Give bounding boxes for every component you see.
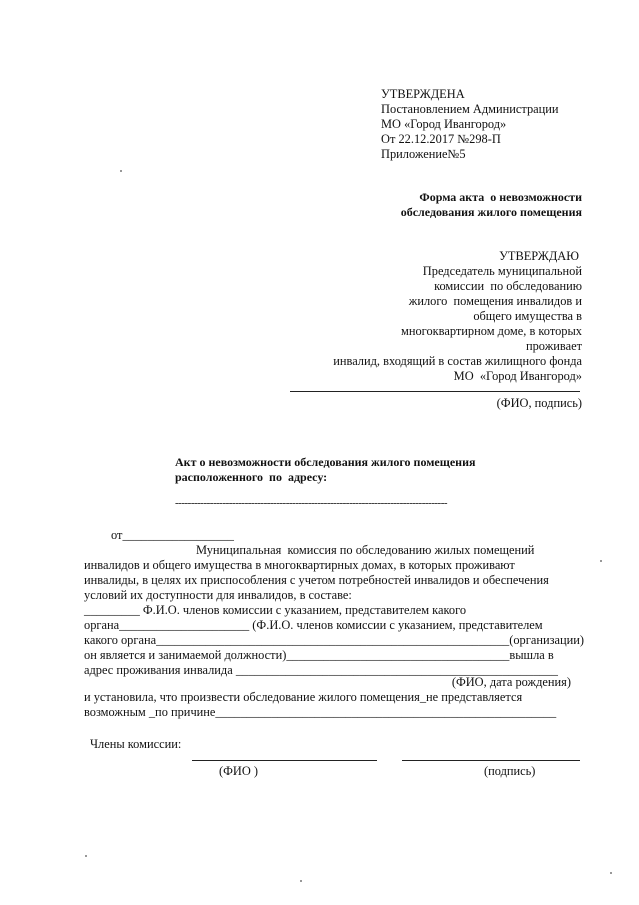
body-line-12: возможным _по причине_______________________________________________________ [84, 705, 557, 719]
body-line-1: Муниципальная комиссия по обследованию жилых помещений [196, 543, 535, 557]
scan-speck [120, 170, 122, 172]
body-line-7: какого органа_________________________________________________________(организации) [84, 633, 584, 647]
members-fio-line [192, 760, 377, 761]
form-title-line-1: Форма акта о невозможности [419, 190, 582, 204]
approve-signature-line [290, 391, 580, 392]
members-sign-line [402, 760, 580, 761]
body-line-8: он является и занимаемой должности)____________________________________вышла в [84, 648, 554, 662]
approved-line-1: Постановлением Администрации [381, 102, 559, 116]
members-fio-caption: (ФИО ) [219, 764, 259, 778]
scan-speck [610, 872, 612, 874]
approve-line-1: Председатель муниципальной [422, 264, 582, 278]
approved-line-4: Приложение№5 [381, 147, 466, 161]
approve-signature-caption: (ФИО, подпись) [496, 396, 582, 410]
body-line-9: адрес проживания инвалида ____________________________________________________ [84, 663, 558, 677]
members-sign-caption: (подпись) [484, 764, 536, 778]
body-line-5: _________ Ф.И.О. членов комиссии с указанием, представителем какого [84, 603, 467, 617]
approve-line-4: общего имущества в [473, 309, 582, 323]
approved-title: УТВЕРЖДЕНА [381, 87, 465, 101]
body-line-11: и установила, что произвести обследование жилого помещения_не представляется [84, 690, 523, 704]
scan-speck [85, 855, 87, 857]
body-line-3: инвалиды, в целях их приспособления с учетом потребностей инвалидов и обеспечения [84, 573, 549, 587]
scan-speck [300, 880, 302, 882]
members-label: Члены комиссии: [90, 737, 182, 751]
approve-line-3: жилого помещения инвалидов и [408, 294, 582, 308]
form-title-line-2: обследования жилого помещения [400, 205, 582, 219]
approve-line-7: инвалид, входящий в состав жилищного фонда [333, 354, 582, 368]
body-line-6: органа_____________________ (Ф.И.О. членов комиссии с указанием, представителем [84, 618, 543, 632]
approve-line-8: МО «Город Ивангород» [453, 369, 582, 383]
from-line: от__________________ [111, 528, 234, 542]
approved-line-3: От 22.12.2017 №298-П [381, 132, 501, 146]
approve-title: УТВЕРЖДАЮ [499, 249, 579, 263]
approve-line-5: многоквартирном доме, в которых [401, 324, 582, 338]
approve-line-6: проживает [525, 339, 582, 353]
body-line-2: инвалидов и общего имущества в многоквартирных домах, в которых проживают [84, 558, 515, 572]
address-dashes: -------------------------------------------------------------------------------------- [175, 497, 448, 509]
act-title-line-1: Акт о невозможности обследования жилого помещения [175, 455, 476, 469]
body-line-4: условий их доступности для инвалидов, в составе: [84, 588, 352, 602]
body-line-10: (ФИО, дата рождения) [451, 675, 571, 689]
approved-line-2: МО «Город Ивангород» [381, 117, 507, 131]
scan-speck [600, 560, 602, 562]
act-title-line-2: расположенного по адресу: [175, 470, 328, 484]
approve-line-2: комиссии по обследованию [434, 279, 582, 293]
